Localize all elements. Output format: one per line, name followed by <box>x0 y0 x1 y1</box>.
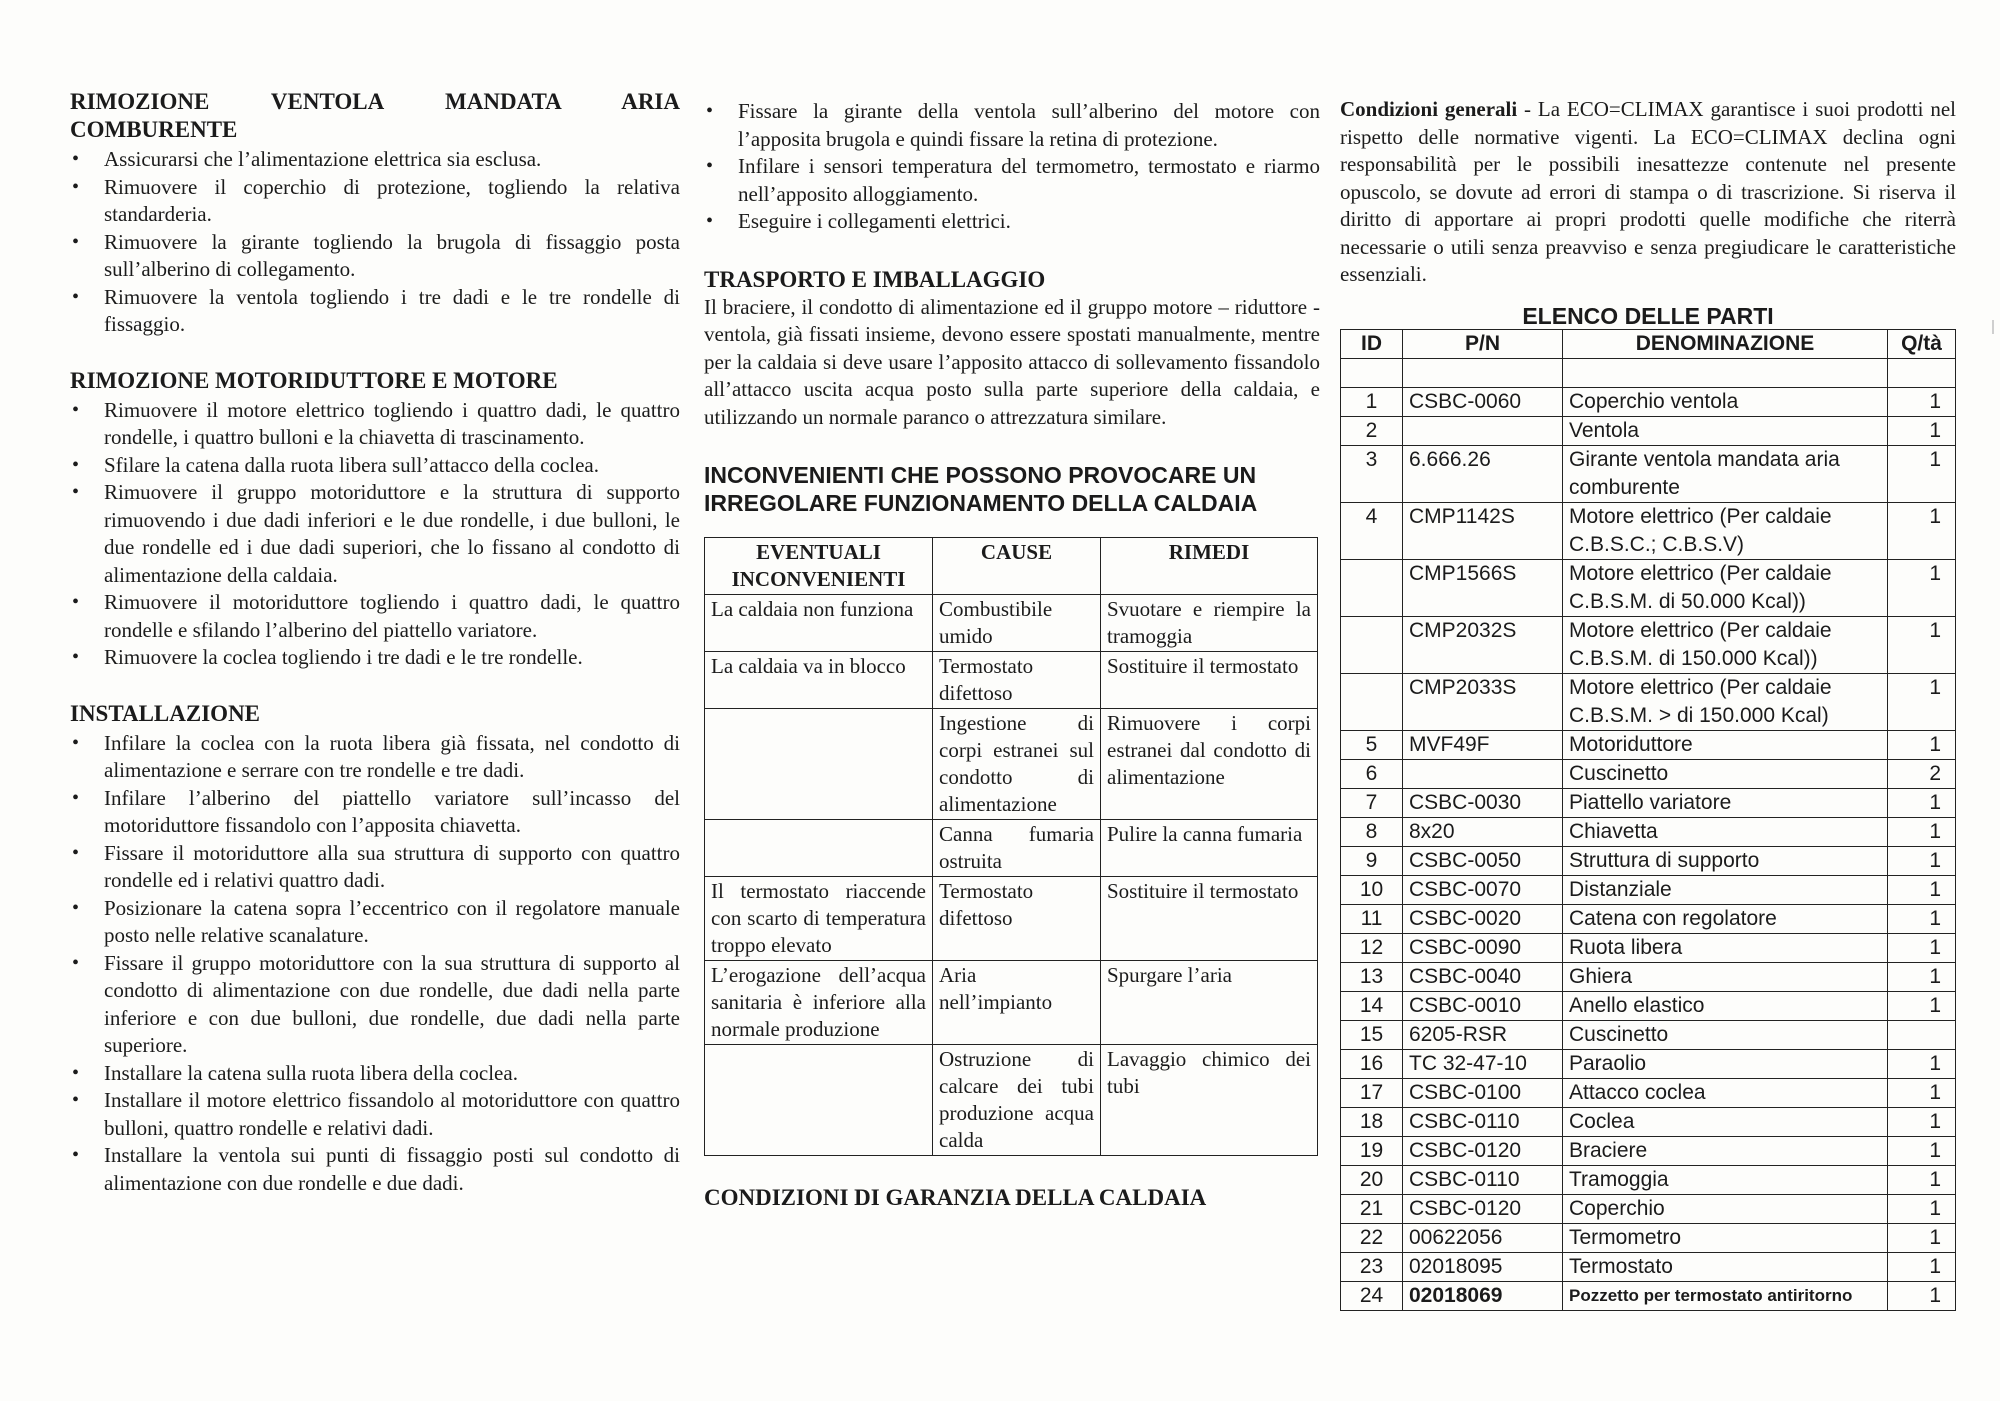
id-cell: 12 <box>1341 933 1403 962</box>
header-cell: DENOMINAZIONE <box>1563 329 1888 358</box>
description-cell: Ventola <box>1563 416 1888 445</box>
id-cell: 14 <box>1341 991 1403 1020</box>
table-row <box>1341 673 1956 730</box>
cause-cell: Aria nell’impianto <box>933 961 1101 1045</box>
table-row <box>705 877 1318 961</box>
table-row <box>1341 445 1956 502</box>
id-cell <box>1341 616 1403 673</box>
list-item: • Infilare i sensori temperatura del termometro, termostato e riarmo nell’apposito alloggiamento. <box>704 153 1320 208</box>
table-row <box>1341 1020 1956 1049</box>
section-title: INCONVENIENTI CHE POSSONO PROVOCARE UN IRREGOLARE FUNZIONAMENTO DELLA CALDAIA <box>704 462 1258 516</box>
part-number-cell: CSBC-0070 <box>1403 875 1563 904</box>
description-cell: Attacco coclea <box>1563 1078 1888 1107</box>
table-row <box>705 1045 1318 1156</box>
list-item: • Installare il motore elettrico fissandolo al motoriduttore con quattro bulloni, quattro rondelle e relativi dadi. <box>70 1087 680 1142</box>
quantity-cell: 1 <box>1888 387 1956 416</box>
part-number-cell: CMP1566S <box>1403 559 1563 616</box>
header-cell: CAUSE <box>933 538 1101 595</box>
table-row <box>1341 759 1956 788</box>
description-cell: Termometro <box>1563 1223 1888 1252</box>
table-header-row <box>1341 329 1956 358</box>
table-row <box>705 961 1318 1045</box>
id-cell: 22 <box>1341 1223 1403 1252</box>
quantity-cell: 1 <box>1888 673 1956 730</box>
table-row <box>1341 1136 1956 1165</box>
header-cell: P/N <box>1403 329 1563 358</box>
part-number-cell: 6.666.26 <box>1403 445 1563 502</box>
section-title: TRASPORTO E IMBALLAGGIO <box>704 266 1046 292</box>
table-row <box>705 652 1318 709</box>
description-cell: Paraolio <box>1563 1049 1888 1078</box>
description-cell: Coperchio <box>1563 1194 1888 1223</box>
table-row <box>1341 616 1956 673</box>
quantity-cell: 1 <box>1888 1078 1956 1107</box>
description-cell: Piattello variatore <box>1563 788 1888 817</box>
quantity-cell: 1 <box>1888 1136 1956 1165</box>
id-cell: 15 <box>1341 1020 1403 1049</box>
cause-cell: Ingestione di corpi estranei sul condotto di alimentazione <box>933 709 1101 820</box>
description-cell: Motore elettrico (Per caldaie C.B.S.M. di 150.000 Kcal)) <box>1563 616 1888 673</box>
id-cell <box>1341 673 1403 730</box>
section-title: RIMOZIONE VENTOLA MANDATA ARIA COMBURENTE <box>70 89 680 142</box>
table-row <box>1341 991 1956 1020</box>
description-cell: Motore elettrico (Per caldaie C.B.S.M. > di 150.000 Kcal) <box>1563 673 1888 730</box>
quantity-cell: 1 <box>1888 1165 1956 1194</box>
table-row <box>1341 875 1956 904</box>
quantity-cell: 1 <box>1888 616 1956 673</box>
list-item: • Eseguire i collegamenti elettrici. <box>704 208 1320 236</box>
quantity-cell: 1 <box>1888 1223 1956 1252</box>
id-cell: 5 <box>1341 730 1403 759</box>
table-header-row <box>705 538 1318 595</box>
part-number-cell: CSBC-0110 <box>1403 1107 1563 1136</box>
part-number-cell: CSBC-0100 <box>1403 1078 1563 1107</box>
section-motor-removal <box>70 367 680 672</box>
section-title: RIMOZIONE MOTORIDUTTORE E MOTORE <box>70 367 558 393</box>
part-number-cell: CSBC-0020 <box>1403 904 1563 933</box>
header-cell: Q/tà <box>1888 329 1956 358</box>
bullet-list <box>704 98 1320 236</box>
quantity-cell: 1 <box>1888 1049 1956 1078</box>
quantity-cell: 1 <box>1888 502 1956 559</box>
list-item: • Installare la catena sulla ruota libera della coclea. <box>70 1060 680 1088</box>
id-cell: 24 <box>1341 1281 1403 1310</box>
quantity-cell: 1 <box>1888 817 1956 846</box>
description-cell: Coperchio ventola <box>1563 387 1888 416</box>
cause-cell: Combustibile umido <box>933 595 1101 652</box>
id-cell: 8 <box>1341 817 1403 846</box>
quantity-cell: 1 <box>1888 1194 1956 1223</box>
id-cell <box>1341 559 1403 616</box>
general-conditions <box>1340 96 1956 289</box>
problem-cell <box>705 820 933 877</box>
part-number-cell <box>1403 759 1563 788</box>
part-number-cell: CSBC-0010 <box>1403 991 1563 1020</box>
id-cell: 19 <box>1341 1136 1403 1165</box>
description-cell: Motoriduttore <box>1563 730 1888 759</box>
list-item: • Rimuovere la ventola togliendo i tre dadi e le tre rondelle di fissaggio. <box>70 284 680 339</box>
list-item: • Rimuovere la girante togliendo la brugola di fissaggio posta sull’alberino di collegamento. <box>70 229 680 284</box>
list-item: • Infilare la coclea con la ruota libera già fissata, nel condotto di alimentazione e serrare con tre rondelle e tre dadi. <box>70 730 680 785</box>
table-row <box>1341 1252 1956 1281</box>
quantity-cell: 1 <box>1888 875 1956 904</box>
id-cell: 11 <box>1341 904 1403 933</box>
problem-cell <box>705 1045 933 1156</box>
bullet-list <box>70 146 680 339</box>
description-cell: Anello elastico <box>1563 991 1888 1020</box>
section-installation-continued <box>704 98 1320 236</box>
parts-table <box>1340 329 1956 1311</box>
id-cell: 3 <box>1341 445 1403 502</box>
list-item: • Fissare il motoriduttore alla sua struttura di supporto con quattro rondelle ed i relativi quattro dadi. <box>70 840 680 895</box>
quantity-cell: 1 <box>1888 904 1956 933</box>
table-row <box>1341 1165 1956 1194</box>
part-number-cell: 02018069 <box>1403 1281 1563 1310</box>
quantity-cell: 1 <box>1888 1281 1956 1310</box>
description-cell: Motore elettrico (Per caldaie C.B.S.M. di 50.000 Kcal)) <box>1563 559 1888 616</box>
table-row <box>1341 1223 1956 1252</box>
quantity-cell: 1 <box>1888 1107 1956 1136</box>
part-number-cell: 00622056 <box>1403 1223 1563 1252</box>
list-item: • Infilare l’alberino del piattello variatore sull’incasso del motoriduttore fissandolo con l’apposita chiavetta. <box>70 785 680 840</box>
list-item: • Rimuovere il coperchio di protezione, togliendo la relativa standarderia. <box>70 174 680 229</box>
cause-cell: Termostato difettoso <box>933 877 1101 961</box>
remedy-cell: Spurgare l’aria <box>1101 961 1318 1045</box>
description-cell: Motore elettrico (Per caldaie C.B.S.C.; C.B.S.V) <box>1563 502 1888 559</box>
empty-row <box>1341 358 1956 387</box>
quantity-cell: 1 <box>1888 730 1956 759</box>
quantity-cell: 1 <box>1888 788 1956 817</box>
table-row <box>1341 1049 1956 1078</box>
part-number-cell: CSBC-0050 <box>1403 846 1563 875</box>
column-left <box>70 88 680 1225</box>
remedy-cell: Rimuovere i corpi estranei dal condotto di alimentazione <box>1101 709 1318 820</box>
column-right <box>1340 96 1956 1311</box>
table-row <box>1341 1078 1956 1107</box>
table-row <box>1341 962 1956 991</box>
part-number-cell: MVF49F <box>1403 730 1563 759</box>
list-item: • Rimuovere la coclea togliendo i tre dadi e le tre rondelle. <box>70 644 680 672</box>
quantity-cell: 1 <box>1888 559 1956 616</box>
id-cell: 23 <box>1341 1252 1403 1281</box>
table-row <box>1341 502 1956 559</box>
quantity-cell: 1 <box>1888 1252 1956 1281</box>
remedy-cell: Lavaggio chimico dei tubi <box>1101 1045 1318 1156</box>
part-number-cell: CSBC-0090 <box>1403 933 1563 962</box>
quantity-cell: 1 <box>1888 416 1956 445</box>
cause-cell: Termostato difettoso <box>933 652 1101 709</box>
table-row <box>1341 1281 1956 1310</box>
section-fan-removal <box>70 88 680 339</box>
bullet-list <box>70 730 680 1198</box>
cause-cell: Canna fumaria ostruita <box>933 820 1101 877</box>
part-number-cell: 02018095 <box>1403 1252 1563 1281</box>
description-cell: Termostato <box>1563 1252 1888 1281</box>
problem-cell: La caldaia non funziona <box>705 595 933 652</box>
problem-cell: L’erogazione dell’acqua sanitaria è inferiore alla normale produzione <box>705 961 933 1045</box>
part-number-cell: CSBC-0120 <box>1403 1194 1563 1223</box>
table-row <box>1341 1194 1956 1223</box>
id-cell: 1 <box>1341 387 1403 416</box>
parts-title: ELENCO DELLE PARTI <box>1522 302 1774 329</box>
bullet-list <box>70 397 680 672</box>
remedy-cell: Sostituire il termostato <box>1101 652 1318 709</box>
id-cell: 17 <box>1341 1078 1403 1107</box>
table-row <box>1341 904 1956 933</box>
id-cell: 9 <box>1341 846 1403 875</box>
part-number-cell: TC 32-47-10 <box>1403 1049 1563 1078</box>
table-row <box>705 595 1318 652</box>
section-problems <box>704 461 1320 1156</box>
remedy-cell: Sostituire il termostato <box>1101 877 1318 961</box>
list-item: • Rimuovere il motoriduttore togliendo i quattro dadi, le quattro rondelle e sfilando l’alberino del piattello variatore. <box>70 589 680 644</box>
part-number-cell: CMP2033S <box>1403 673 1563 730</box>
part-number-cell: 6205-RSR <box>1403 1020 1563 1049</box>
problem-cell <box>705 709 933 820</box>
description-cell: Tramoggia <box>1563 1165 1888 1194</box>
list-item: • Installare la ventola sui punti di fissaggio posti sul condotto di alimentazione con due rondelle e due dadi. <box>70 1142 680 1197</box>
description-cell: Girante ventola mandata aria comburente <box>1563 445 1888 502</box>
quantity-cell: 1 <box>1888 846 1956 875</box>
description-cell: Coclea <box>1563 1107 1888 1136</box>
description-cell: Ruota libera <box>1563 933 1888 962</box>
section-transport <box>704 266 1320 432</box>
part-number-cell: CSBC-0040 <box>1403 962 1563 991</box>
quantity-cell: 2 <box>1888 759 1956 788</box>
list-item: • Posizionare la catena sopra l’eccentrico con il regolatore manuale posto nelle relative scanalature. <box>70 895 680 950</box>
quantity-cell: 1 <box>1888 933 1956 962</box>
list-item: • Rimuovere il motore elettrico togliendo i quattro dadi, le quattro rondelle, i quattro bulloni e la chiavetta di trascinamento. <box>70 397 680 452</box>
id-cell: 18 <box>1341 1107 1403 1136</box>
description-cell: Pozzetto per termostato antiritorno <box>1563 1281 1888 1310</box>
header-cell: EVENTUALI INCONVENIENTI <box>705 538 933 595</box>
quantity-cell: 1 <box>1888 445 1956 502</box>
description-cell: Cuscinetto <box>1563 759 1888 788</box>
problem-cell: La caldaia va in blocco <box>705 652 933 709</box>
general-conditions-text: - La ECO=CLIMAX garantisce i suoi prodotti nel rispetto delle normative vigenti. La ECO=CLIMAX declina ogni responsabilità per le possibili inesattezze contenute nel presente opuscolo, se dovute ad errori di stampa o di trascrizione. Si riserva il diritto di apportare ai propri prodotti quelle modifiche che riterrà necessarie o utili senza preavviso e senza pregiudicare le caratteristiche essenziali. <box>1340 97 1956 286</box>
general-conditions-label: Condizioni generali <box>1340 97 1518 121</box>
description-cell: Catena con regolatore <box>1563 904 1888 933</box>
quantity-cell: 1 <box>1888 962 1956 991</box>
problem-cell: Il termostato riaccende con scarto di temperatura troppo elevato <box>705 877 933 961</box>
id-cell: 2 <box>1341 416 1403 445</box>
column-middle <box>704 98 1320 1212</box>
problems-table <box>704 537 1318 1156</box>
list-item: • Fissare il gruppo motoriduttore con la sua struttura di supporto al condotto di alimentazione con due rondelle, due dadi nella parte inferiore e con due bulloni, due rondelle, due dadi nella parte superiore. <box>70 950 680 1060</box>
part-number-cell: CSBC-0060 <box>1403 387 1563 416</box>
table-row <box>705 709 1318 820</box>
id-cell: 4 <box>1341 502 1403 559</box>
description-cell: Struttura di supporto <box>1563 846 1888 875</box>
table-row <box>1341 559 1956 616</box>
list-item: • Sfilare la catena dalla ruota libera sull’attacco della coclea. <box>70 452 680 480</box>
part-number-cell: CSBC-0030 <box>1403 788 1563 817</box>
id-cell: 20 <box>1341 1165 1403 1194</box>
list-item: • Fissare la girante della ventola sull’alberino del motore con l’apposita brugola e quindi fissare la retina di protezione. <box>704 98 1320 153</box>
table-row <box>1341 730 1956 759</box>
id-cell: 10 <box>1341 875 1403 904</box>
description-cell: Braciere <box>1563 1136 1888 1165</box>
cause-cell: Ostruzione di calcare dei tubi produzione acqua calda <box>933 1045 1101 1156</box>
description-cell: Distanziale <box>1563 875 1888 904</box>
id-cell: 6 <box>1341 759 1403 788</box>
part-number-cell: 8x20 <box>1403 817 1563 846</box>
id-cell: 13 <box>1341 962 1403 991</box>
table-row <box>1341 788 1956 817</box>
section-title: INSTALLAZIONE <box>70 700 261 726</box>
warranty-title: CONDIZIONI DI GARANZIA DELLA CALDAIA <box>704 1185 1207 1210</box>
table-row <box>1341 817 1956 846</box>
remedy-cell: Svuotare e riempire la tramoggia <box>1101 595 1318 652</box>
part-number-cell: CSBC-0110 <box>1403 1165 1563 1194</box>
id-cell: 7 <box>1341 788 1403 817</box>
section-installation <box>70 700 680 1198</box>
part-number-cell: CMP1142S <box>1403 502 1563 559</box>
header-cell: ID <box>1341 329 1403 358</box>
table-row <box>1341 846 1956 875</box>
id-cell: 16 <box>1341 1049 1403 1078</box>
id-cell: 21 <box>1341 1194 1403 1223</box>
description-cell: Ghiera <box>1563 962 1888 991</box>
section-text: Il braciere, il condotto di alimentazione ed il gruppo motore – riduttore - ventola, già fissati insieme, devono essere spostati manualmente, mentre per la caldaia si deve usare l’apposito attacco di sollevamento fissandolo all’attacco uscita acqua posto sulla parte superiore della caldaia, e utilizzando un normale paranco o attrezzatura similare. <box>704 294 1320 429</box>
table-row <box>1341 933 1956 962</box>
header-cell: RIMEDI <box>1101 538 1318 595</box>
scan-mark <box>1992 320 1994 334</box>
table-row <box>705 820 1318 877</box>
table-row <box>1341 416 1956 445</box>
list-item: • Rimuovere il gruppo motoriduttore e la struttura di supporto rimuovendo i due dadi inferiori e le due rondelle, i due bulloni, le due rondelle ed i due dadi superiori, che lo fissano al condotto di alimentazione della caldaia. <box>70 479 680 589</box>
part-number-cell: CSBC-0120 <box>1403 1136 1563 1165</box>
part-number-cell: CMP2032S <box>1403 616 1563 673</box>
list-item: • Assicurarsi che l’alimentazione elettrica sia esclusa. <box>70 146 680 174</box>
part-number-cell <box>1403 416 1563 445</box>
quantity-cell <box>1888 1020 1956 1049</box>
table-row <box>1341 387 1956 416</box>
description-cell: Cuscinetto <box>1563 1020 1888 1049</box>
quantity-cell: 1 <box>1888 991 1956 1020</box>
remedy-cell: Pulire la canna fumaria <box>1101 820 1318 877</box>
description-cell: Chiavetta <box>1563 817 1888 846</box>
table-row <box>1341 1107 1956 1136</box>
